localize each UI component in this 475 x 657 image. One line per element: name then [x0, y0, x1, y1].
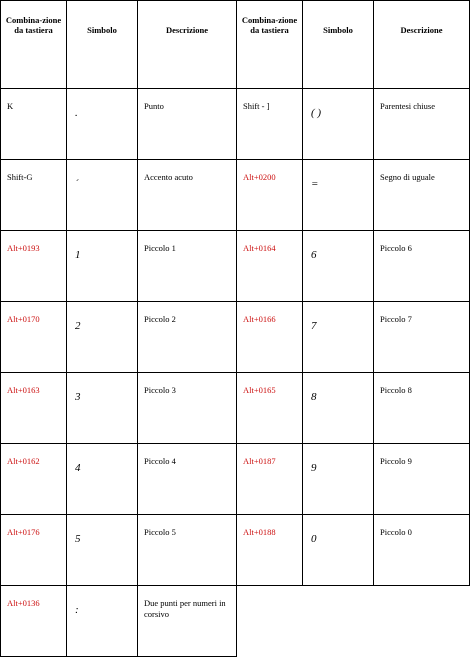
table-row	[1, 231, 470, 302]
header-key-combo: Combina-zione da tastiera	[237, 1, 303, 89]
key-combo-cell: K	[1, 89, 67, 160]
symbol-cell: 5	[67, 515, 138, 586]
symbol-cell: 1	[67, 231, 138, 302]
key-combo-cell: Alt+0136	[1, 586, 67, 657]
symbol-cell: :	[67, 586, 138, 657]
table-row	[1, 444, 470, 515]
key-combo-cell: Alt+0187	[237, 444, 303, 515]
description-cell: Piccolo 7	[374, 302, 470, 373]
header-symbol: Simbolo	[67, 1, 138, 89]
table-row	[1, 515, 470, 586]
description-cell: Piccolo 3	[138, 373, 237, 444]
table-row	[1, 586, 470, 657]
symbol-cell: 7	[303, 302, 374, 373]
symbol-cell: 4	[67, 444, 138, 515]
key-combo-cell: Alt+0163	[1, 373, 67, 444]
symbol-cell: .	[67, 89, 138, 160]
description-cell: Piccolo 4	[138, 444, 237, 515]
table-row	[1, 160, 470, 231]
header-key-combo: Combina-zione da tastiera	[1, 1, 67, 89]
table-row	[1, 89, 470, 160]
key-combo-cell: Alt+0193	[1, 231, 67, 302]
symbol-cell: 9	[303, 444, 374, 515]
symbol-cell: 0	[303, 515, 374, 586]
key-combo-cell: Alt+0164	[237, 231, 303, 302]
description-cell: Piccolo 2	[138, 302, 237, 373]
key-combo-cell: Alt+0170	[1, 302, 67, 373]
empty-cell	[237, 586, 470, 657]
header-description: Descrizione	[374, 1, 470, 89]
description-cell: Piccolo 0	[374, 515, 470, 586]
symbol-cell: =	[303, 160, 374, 231]
symbol-cell: 3	[67, 373, 138, 444]
table-row	[1, 373, 470, 444]
table-row	[1, 302, 470, 373]
key-combo-cell: Alt+0200	[237, 160, 303, 231]
header-row	[1, 1, 470, 89]
key-combo-cell: Alt+0165	[237, 373, 303, 444]
description-cell: Segno di uguale	[374, 160, 470, 231]
description-cell: Piccolo 6	[374, 231, 470, 302]
description-cell: Piccolo 8	[374, 373, 470, 444]
header-description: Descrizione	[138, 1, 237, 89]
description-cell: Punto	[138, 89, 237, 160]
description-cell: Piccolo 9	[374, 444, 470, 515]
symbol-cell: ( )	[303, 89, 374, 160]
key-combo-cell: Alt+0188	[237, 515, 303, 586]
symbol-cell: 6	[303, 231, 374, 302]
description-cell: Parentesi chiuse	[374, 89, 470, 160]
description-cell: Accento acuto	[138, 160, 237, 231]
header-symbol: Simbolo	[303, 1, 374, 89]
key-combo-cell: Alt+0176	[1, 515, 67, 586]
key-combo-cell: Alt+0166	[237, 302, 303, 373]
description-cell: Piccolo 1	[138, 231, 237, 302]
symbol-cell: 8	[303, 373, 374, 444]
key-combo-cell: Alt+0162	[1, 444, 67, 515]
description-cell: Due punti per numeri in corsivo	[138, 586, 237, 657]
symbol-cell: ´	[67, 160, 138, 231]
key-combo-cell: Shift-G	[1, 160, 67, 231]
description-cell: Piccolo 5	[138, 515, 237, 586]
key-combo-cell: Shift - ]	[237, 89, 303, 160]
symbol-cell: 2	[67, 302, 138, 373]
